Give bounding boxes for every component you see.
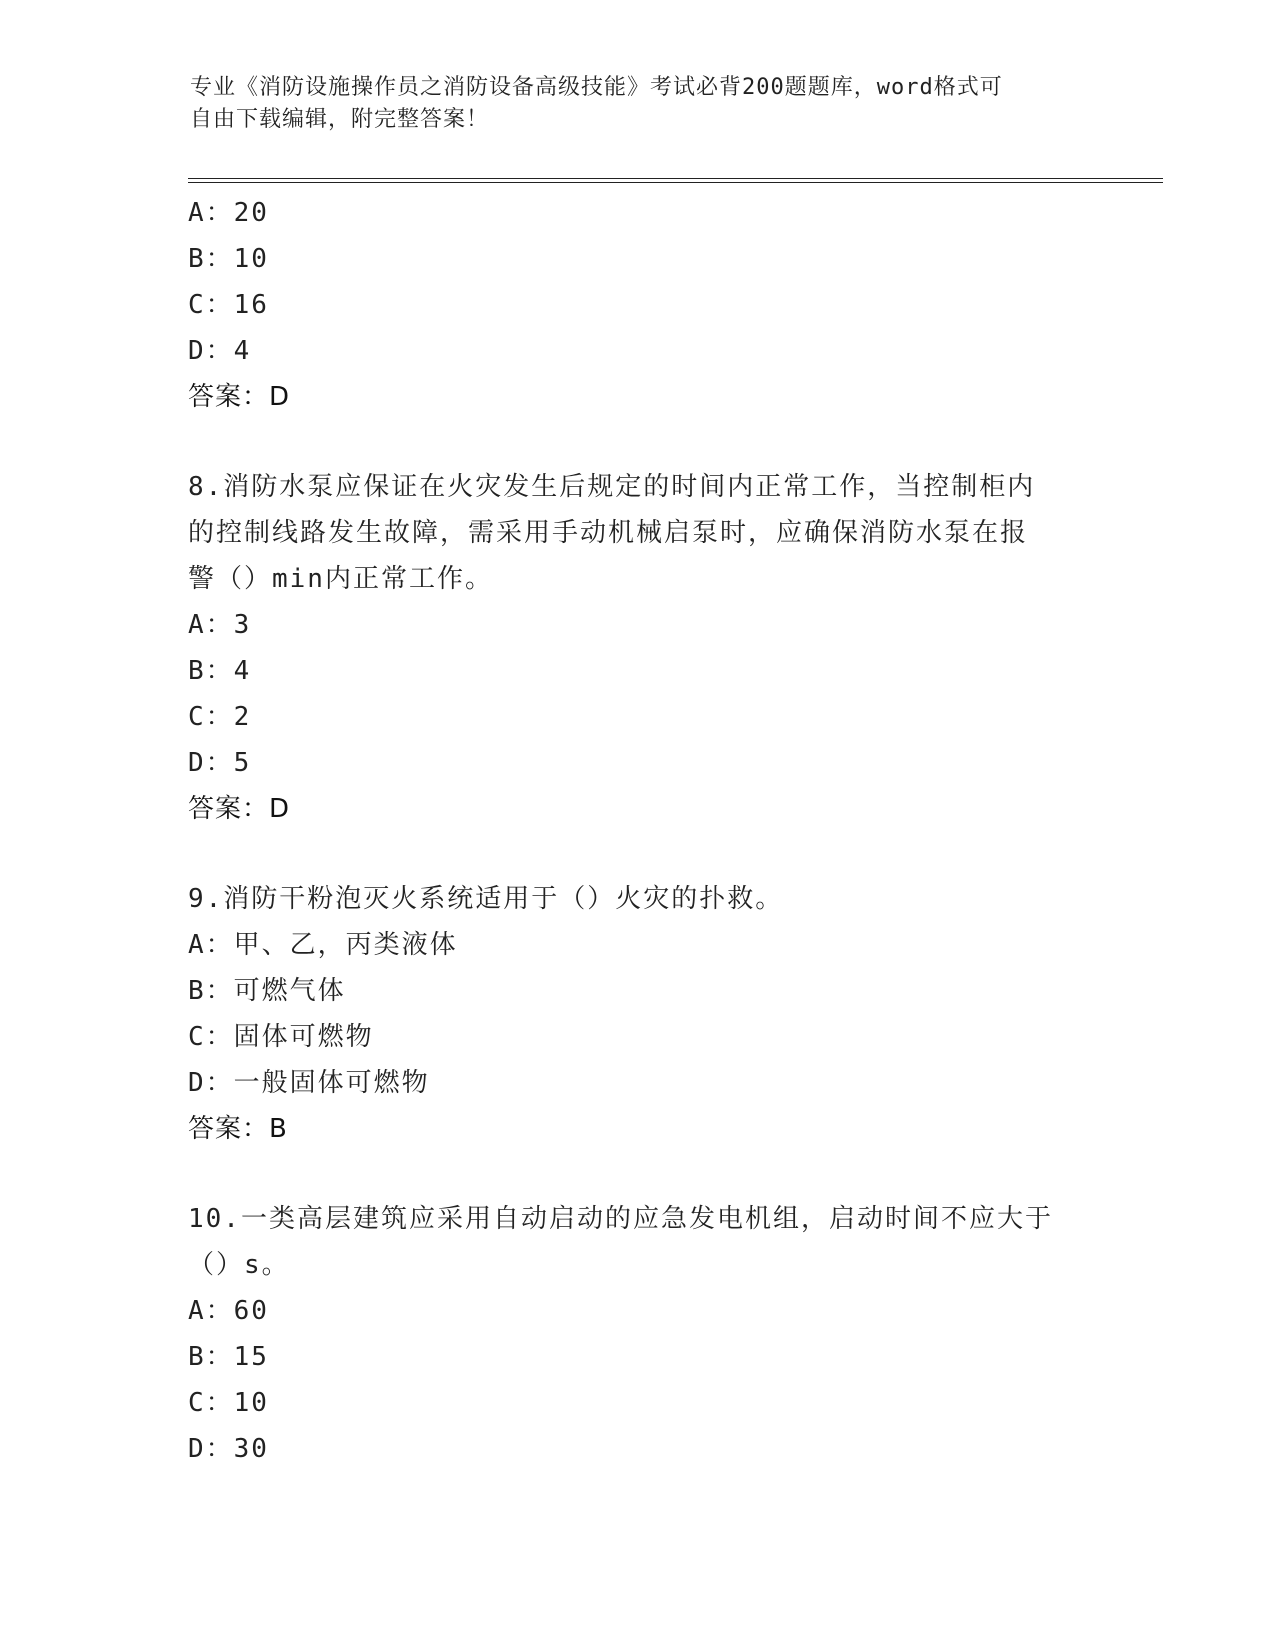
question-8	[188, 464, 1088, 832]
option-d: D：4	[188, 336, 252, 366]
option-c: C：2	[188, 702, 252, 732]
option-a: A：60	[188, 1296, 269, 1326]
question-10	[188, 1196, 1088, 1472]
option-c: C：固体可燃物	[188, 1022, 374, 1052]
option-b: B：4	[188, 656, 252, 686]
question-text-line: 警（）min内正常工作。	[188, 564, 493, 594]
answer-line: 答案：B	[188, 1114, 288, 1144]
document-header	[190, 72, 1070, 136]
option-c: C：10	[188, 1388, 269, 1418]
question-text-line: 的控制线路发生故障，需采用手动机械启泵时，应确保消防水泵在报	[188, 518, 1029, 548]
question-9	[188, 876, 1088, 1152]
option-b: B：15	[188, 1342, 269, 1372]
question-text-line: 10.一类高层建筑应采用自动启动的应急发电机组，启动时间不应大于	[188, 1204, 1053, 1234]
option-c: C：16	[188, 290, 269, 320]
option-a: A：20	[188, 198, 269, 228]
option-d: D：5	[188, 748, 252, 778]
option-d: D：30	[188, 1434, 269, 1464]
option-a: A：3	[188, 610, 252, 640]
question-7-tail	[188, 190, 1088, 420]
answer-line: 答案：D	[188, 794, 291, 824]
option-d: D：一般固体可燃物	[188, 1068, 430, 1098]
header-line-1: 专业《消防设施操作员之消防设备高级技能》考试必背200题题库，word格式可	[190, 75, 1003, 100]
answer-line: 答案：D	[188, 382, 291, 412]
option-a: A：甲、乙，丙类液体	[188, 930, 458, 960]
option-b: B：10	[188, 244, 269, 274]
question-text-line: 8.消防水泵应保证在火灾发生后规定的时间内正常工作，当控制柜内	[188, 472, 1036, 502]
header-divider-top	[188, 178, 1163, 179]
question-text-line: 9.消防干粉泡灭火系统适用于（）火灾的扑救。	[188, 884, 784, 914]
question-list	[188, 190, 1088, 1472]
option-b: B：可燃气体	[188, 976, 346, 1006]
header-divider-bottom	[188, 182, 1163, 183]
question-text-line: （）s。	[188, 1250, 290, 1280]
header-line-2: 自由下载编辑，附完整答案！	[190, 107, 490, 132]
